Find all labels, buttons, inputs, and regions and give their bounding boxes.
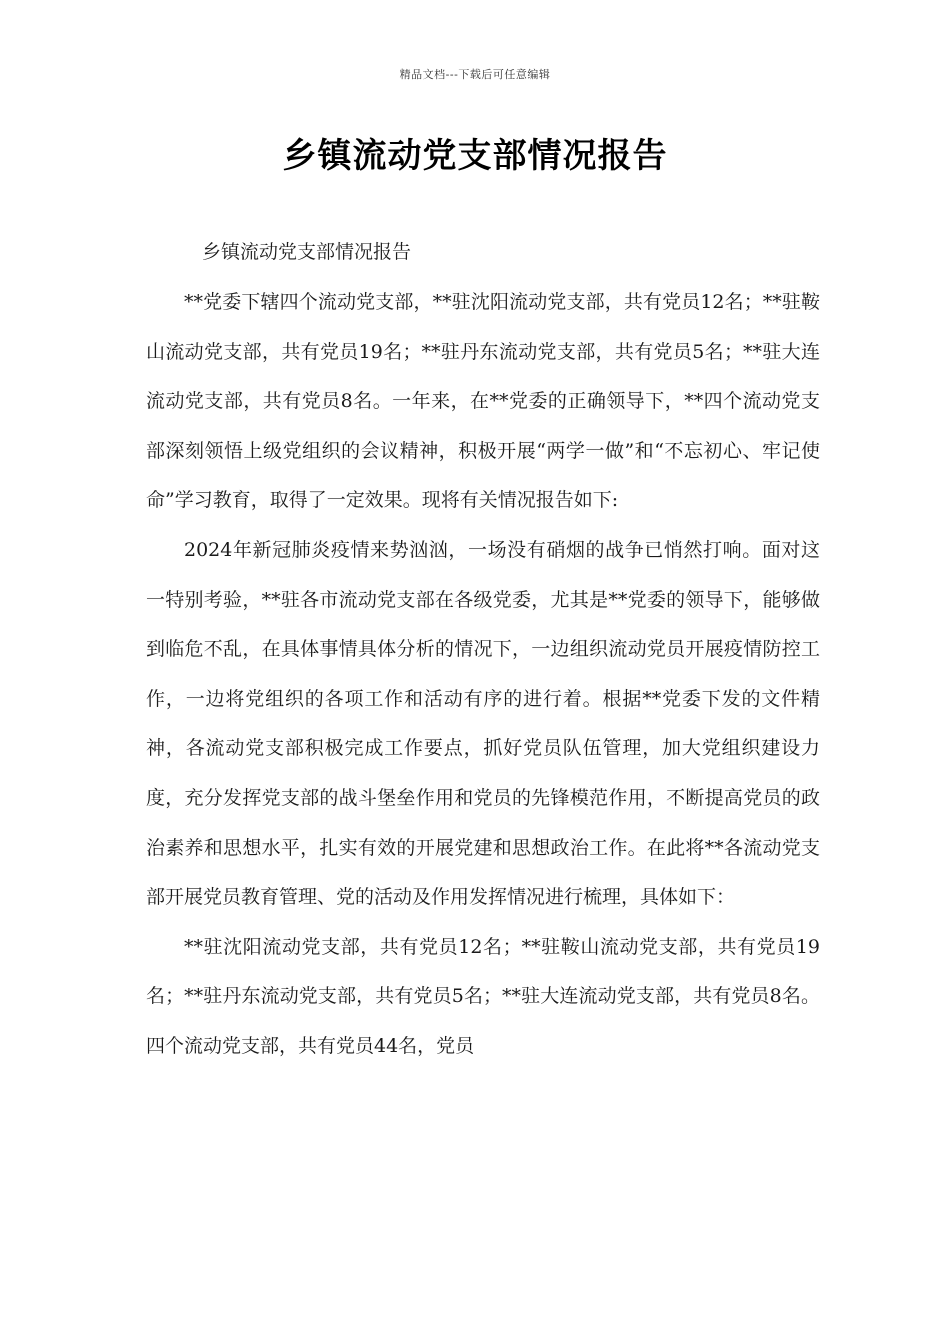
document-title: 乡镇流动党支部情况报告	[282, 136, 668, 176]
document-body	[146, 278, 820, 1072]
document-subtitle: 乡镇流动党支部情况报告	[202, 241, 412, 263]
paragraph-epidemic: 2024年新冠肺炎疫情来势汹汹，一场没有硝烟的战争已悄然打响。面对这一特别考验，**驻各市流动党支部在各级党委，尤其是**党委的领导下，能够做到临危不乱，在具体事情具体分析的情况下，一边组织流动党员开展疫情防控工作，一边将党组织的各项工作和活动有序的进行着。根据**党委下发的文件精神，各流动党支部积极完成工作要点，抓好党员队伍管理，加大党组织建设力度，充分发挥党支部的战斗堡垒作用和党员的先锋模范作用，不断提高党员的政治素养和思想水平，扎实有效的开展党建和思想政治工作。在此将**各流动党支部开展党员教育管理、党的活动及作用发挥情况进行梳理，具体如下：	[146, 538, 820, 909]
page-header-note: 精品文档---下载后可任意编辑	[399, 68, 551, 81]
paragraph-branches: **驻沈阳流动党支部，共有党员12名；**驻鞍山流动党支部，共有党员19名；**驻丹东流动党支部，共有党员5名；**驻大连流动党支部，共有党员8名。四个流动党支部，共有党员44名，党员	[146, 935, 820, 1057]
paragraph-intro: **党委下辖四个流动党支部，**驻沈阳流动党支部，共有党员12名；**驻鞍山流动党支部，共有党员19名；**驻丹东流动党支部，共有党员5名；**驻大连流动党支部，共有党员8名。一年来，在**党委的正确领导下，**四个流动党支部深刻领悟上级党组织的会议精神，积极开展“两学一做”和“不忘初心、牢记使命”学习教育，取得了一定效果。现将有关情况报告如下:	[146, 291, 820, 512]
